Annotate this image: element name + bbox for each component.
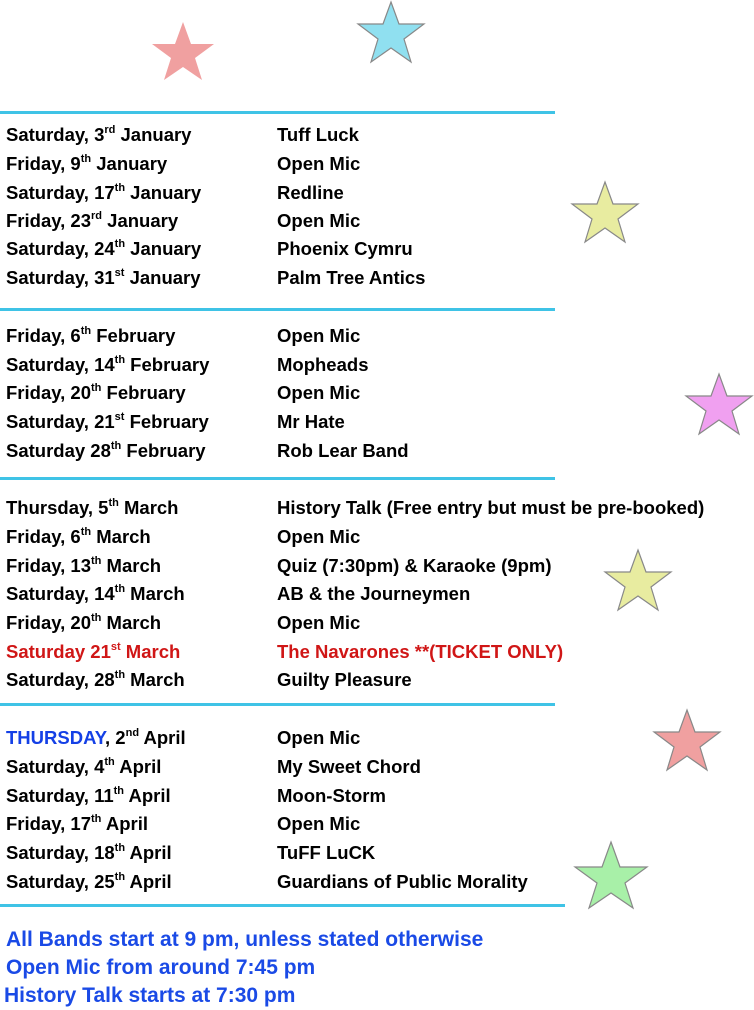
event-name: Tuff Luck (277, 124, 359, 145)
event-date: Friday, 6th March (6, 525, 151, 547)
event-date: Saturday 21st March (6, 640, 181, 662)
event-date: Saturday, 21st February (6, 410, 209, 432)
event-date: Saturday, 4th April (6, 755, 162, 777)
event-name: Open Mic (277, 727, 361, 748)
event-name: The Navarones **(TICKET ONLY) (277, 641, 564, 662)
event-name: Guilty Pleasure (277, 669, 412, 690)
event-name: Open Mic (277, 382, 361, 403)
footer-note-history-talk: History Talk starts at 7:30 pm (4, 984, 296, 1007)
star-icon (652, 708, 722, 772)
event-date: Saturday, 14th February (6, 353, 210, 375)
event-name: Open Mic (277, 153, 361, 174)
event-date: Saturday, 17th January (6, 181, 202, 203)
event-date: Friday, 9th January (6, 152, 168, 174)
event-date: Saturday, 31st January (6, 266, 201, 288)
section-divider (0, 308, 555, 311)
event-name: Palm Tree Antics (277, 267, 426, 288)
section-divider (0, 111, 555, 114)
event-date: Friday, 20th February (6, 381, 186, 403)
event-name: Open Mic (277, 612, 361, 633)
event-name: Open Mic (277, 325, 361, 346)
event-name: Rob Lear Band (277, 440, 409, 461)
event-date: Thursday, 5th March (6, 496, 179, 518)
event-date: Saturday, 14th March (6, 582, 185, 604)
event-name: Open Mic (277, 526, 361, 547)
event-date: Saturday, 18th April (6, 841, 172, 863)
event-date: Saturday, 25th April (6, 870, 172, 892)
event-date: THURSDAY, 2nd April (6, 726, 186, 748)
event-date: Friday, 23rd January (6, 209, 179, 231)
event-name: Moon-Storm (277, 785, 386, 806)
event-name: Redline (277, 182, 344, 203)
event-name: Mopheads (277, 354, 369, 375)
event-name: Mr Hate (277, 411, 345, 432)
event-name: Open Mic (277, 210, 361, 231)
event-date: Friday, 17th April (6, 812, 148, 834)
event-date: Friday, 6th February (6, 324, 176, 346)
event-name: AB & the Journeymen (277, 583, 471, 604)
event-name: Quiz (7:30pm) & Karaoke (9pm) (277, 555, 552, 576)
event-name: Guardians of Public Morality (277, 871, 528, 892)
footer-note-bands: All Bands start at 9 pm, unless stated otherwise (6, 928, 484, 951)
star-icon (573, 840, 649, 910)
star-icon (684, 372, 754, 436)
event-name: Open Mic (277, 813, 361, 834)
event-date: Saturday, 28th March (6, 668, 185, 690)
star-icon (603, 548, 673, 612)
section-divider (0, 703, 555, 706)
event-name: TuFF LuCK (277, 842, 376, 863)
event-date: Saturday, 11th April (6, 784, 171, 806)
star-icon (356, 0, 426, 64)
event-date: Saturday, 24th January (6, 237, 202, 259)
section-divider (0, 477, 555, 480)
event-date: Saturday, 3rd January (6, 123, 192, 145)
event-name: My Sweet Chord (277, 756, 421, 777)
event-date: Friday, 13th March (6, 554, 162, 576)
star-icon (570, 180, 640, 244)
star-icon (150, 20, 216, 82)
event-name: History Talk (Free entry but must be pre-booked) (277, 497, 705, 518)
event-date: Saturday 28th February (6, 439, 206, 461)
footer-note-open-mic: Open Mic from around 7:45 pm (6, 956, 316, 979)
event-date: Friday, 20th March (6, 611, 162, 633)
section-divider (0, 904, 565, 907)
event-name: Phoenix Cymru (277, 238, 413, 259)
